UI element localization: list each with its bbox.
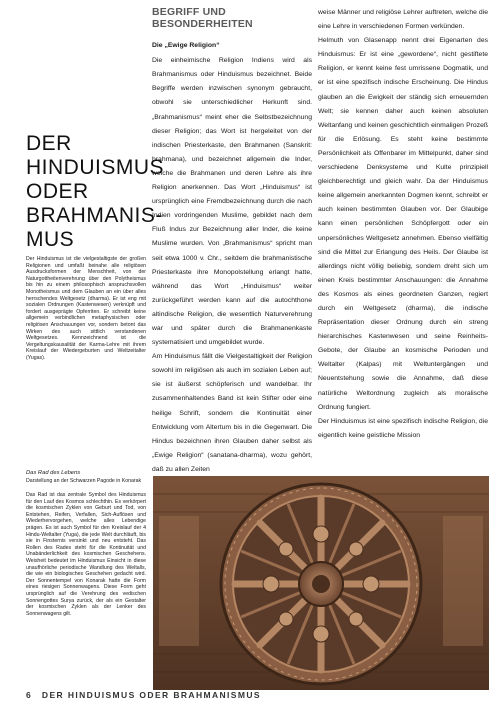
title-line: HINDUISMUS <box>26 156 165 179</box>
title-line: BRAHMANIS- <box>26 204 163 227</box>
paragraph: Der Hinduismus ist eine spezifisch indische Religion, die eigentlich keine geistliche Mission <box>318 417 488 439</box>
title-line: DER <box>26 132 72 155</box>
paragraph: Helmuth von Glasenapp nennt drei Eigenarten des Hinduismus: Er ist eine „gewordene“, nicht gestiftete Religion, er kennt keine fest umrissene Dogmatik, und er ist eine spezifisch indische Erscheinung. Die Hindus glauben an die Ewigkeit der ständig sich erneuernden Welt; sie kennen daher auch keinen absoluten Weltanfang und keinen geschichtlich einmaligen Prozeß für die Erlösung. Es steht keine bestimmte Persönlichkeit als Offenbarer im Mittelpunkt, daher sind verschiedene Denksysteme und Kulte prinzipiell gleichberechtigt und gleich wahr. Da der Hinduismus keine allgemein anerkannten Dogmen kennt, schreibt er auch keinen bestimmten Glauben vor. Der Glaubige kann einen persönlichen Schöpfergott oder ein unpersönliches Weltgesetz annehmen. Ebenso vielfältig sind die Mittel zur Erlangung des Heils. Der Glaube ist allerdings nicht völlig beliebig, sondern dreht sich um einen Kreis bestimmter Anschauungen: die Annahme des Kosmos als eines geordneten Ganzen, regiert durch ein Weltgesetz (dharma), die indische Repräsentation dieser Ordnung durch ein streng hierarchisches Kastenwesen und seine Reinheits-Gebote, der Glaube an kosmische Perioden und Weltalter (Kalpas) mit Weltuntergängen und Neuentstehung sowie die Annahme, daß diese natürliche Weltordnung zugleich als moralische Ordnung fungiert. <box>318 37 488 411</box>
title-line: ODER <box>26 180 89 203</box>
running-title: DER HINDUISMUS ODER BRAHMANISMUS <box>41 690 261 700</box>
subheading: Die „Ewige Religion“ <box>152 42 220 49</box>
intro-column <box>26 256 146 362</box>
paragraph: weise Männer und religiöse Lehrer auftreten, welche die eine Lehre in verschiedenen Formen verkünden. <box>318 9 488 31</box>
chapter-title <box>26 132 165 252</box>
page-number: 6 <box>26 690 33 700</box>
wheel-illustration <box>153 476 489 690</box>
page-footer <box>26 690 486 700</box>
middle-column <box>152 42 312 477</box>
caption-text: Das Rad ist das zentrale Symbol des Hinduismus für den Lauf des Kosmos schlechthin. Es verkörpert die kosmischen Zyklen von Geburt und Tod, von Entstehen, Reifen, Verfallen, Sich-Auflösen und Wiederhervorgehen, welche alles Lebendige prägen. Es ist auch Symbol für den Kreislauf der 4 Hindu-Weltalter (Yuga), die jede Welt durchläuft, bis sie in Finsternis versinkt und neu entsteht. Das Rollen des Rades steht für die Kontinuität und Unabänderlichkeit des kosmischen Geschehens. Weisheit bedeutet im Hinduismus Einsicht in diese unaufhörliche periodische Wandlung des Weltalls, die wie ein biologisches Geschehen gedacht wird. Der Sonnentempel von Konarak hatte die Form eines riesigen Sonnenwagens. Diese Form geht ursprünglich auf die Verehrung des vedischen Sonnengottes Surya zurück, der als ein Gestalter der kosmischen Zyklen als der Lenker des Sonnenwagens gilt. <box>26 492 146 617</box>
paragraph: Die einheimische Religion Indiens wird als Brahmanismus oder Hinduismus bezeichnet. Beide Begriffe werden inzwischen synonym gebraucht, obwohl sie unterschiedlicher Herkunft sind. „Brahmanismus“ meint eher die Selbstbezeichnung dieser Religion; das Wort ist hergeleitet von der indischen Priesterkaste, den Brahmanen (Sanskrit: brahmana), und bezeichnet allgemein die Inder, welche die Brahmanen und deren Lehre als ihre Religion anerkennen. Das Wort „Hinduismus“ ist ursprünglich eine Fremdbezeichnung durch die nach Indien vordringenden Muslime, gebildet nach dem Fluß Indus zur Bezeichnung aller Inder, die keine Muslime wurden. Von „Brahmanismus“ spricht man seit etwa 1000 v. Chr., seitdem die brahmanistische Priesterkaste ihre Monopolstellung erlangt hatte, während das Wort „Hinduismus“ weiter zurückgeführt werden kann auf die autochthone altindische Religion, die wesentlich Naturverehrung war und später durch die Brahmanenkaste systematisiert und umgebildet wurde. <box>152 57 312 347</box>
section-heading: BEGRIFF UND BESONDERHEITEN <box>152 6 253 30</box>
paragraph: Am Hinduismus fällt die Vielgestaltigkeit der Religion sowohl im religiösen als auch im sozialen Leben auf; sie ist äußerst schöpferisch und wandelbar. Ihr zusammenhaltendes Band ist kein Stifter oder eine heilige Schrift, sondern die Kontinuität einer Entwicklung vom Altertum bis in die Gegenwart. Die Hindus bezeichnen ihren Glauben daher selbst als „Ewige Religion“ (sanatana-dharma), wozu gehört, daß zu allen Zeiten <box>152 353 312 473</box>
caption-title: Das Rad des Lebens <box>26 470 81 476</box>
right-column <box>318 6 488 443</box>
caption-text-column <box>26 492 146 617</box>
intro-text: Der Hinduismus ist die vielgestaltigste der großen Religionen und umfaßt beinahe alle religiösen Ausdrucksformen der Menschheit, von der Naturgottheitenverehrung über den Polytheismus bis hin zu einem philosophisch anspruchsvollen Monotheismus und dem Glauben an ein über alles herrschendes Weltgesetz (dharma). Er ist eng mit sozialen Ordnungen (Kastenwesen) verknüpft und fordert ausgeprägte Opferriten. Er schreibt keine allgemein verbindlichen metaphysischen oder religiösen Anschauungen vor, sondern betont das Wirken des auch sittlich verstandenen Weltgesetzes. Kennzeichnend ist die Vergeltungskausalität der Karma-Lehre mit ihrem Kreislauf der Wiedergeburten und Weltzeitalter (Yugas). <box>26 256 146 361</box>
stone-wheel-photo <box>153 476 489 690</box>
title-line: MUS <box>26 228 75 251</box>
caption-subtitle: Darstellung an der Schwarzen Pagode in Konarak <box>26 478 142 484</box>
